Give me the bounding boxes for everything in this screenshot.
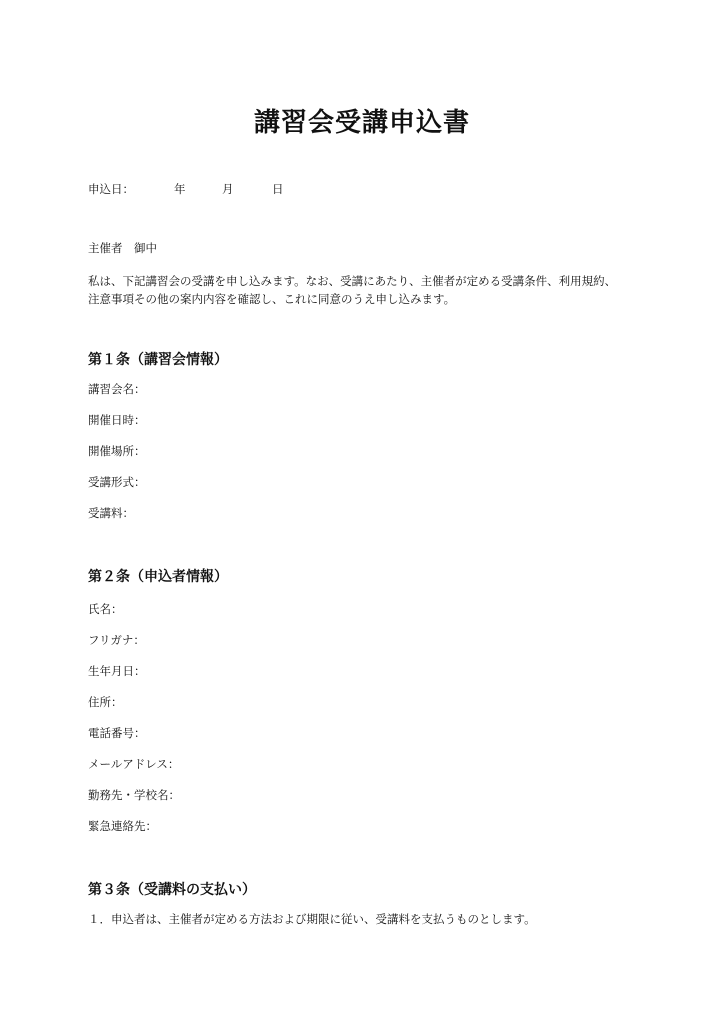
application-date-day: 日 xyxy=(272,182,284,196)
application-date-year: 年 xyxy=(174,182,186,196)
field-email: メールアドレス： xyxy=(88,757,180,771)
section-heading-3: 第３条（受講料の支払い） xyxy=(88,882,256,898)
field-format: 受講形式： xyxy=(88,475,146,489)
field-address: 住所： xyxy=(88,695,123,709)
field-fee: 受講料： xyxy=(88,506,134,520)
intro-line-2: 注意事項その他の案内内容を確認し、これに同意のうえ申し込みます。 xyxy=(88,292,456,306)
field-emergency-contact: 緊急連絡先： xyxy=(88,819,157,833)
field-course-name: 講習会名： xyxy=(88,382,146,396)
addressee: 主催者 御中 xyxy=(88,241,157,255)
field-event-datetime: 開催日時： xyxy=(88,413,146,427)
field-venue: 開催場所： xyxy=(88,444,146,458)
section-heading-1: 第１条（講習会情報） xyxy=(88,352,228,368)
payment-clause-1: １．申込者は、主催者が定める方法および期限に従い、受講料を支払うものとします。 xyxy=(88,912,536,926)
application-date-label: 申込日： xyxy=(88,182,134,196)
field-birthdate: 生年月日： xyxy=(88,664,146,678)
field-phone: 電話番号： xyxy=(88,726,146,740)
application-date-month: 月 xyxy=(222,182,234,196)
field-workplace-school: 勤務先・学校名： xyxy=(88,788,180,802)
field-furigana: フリガナ： xyxy=(88,633,145,647)
section-heading-2: 第２条（申込者情報） xyxy=(88,569,228,585)
document-title: 講習会受講申込書 xyxy=(253,108,470,138)
field-name: 氏名： xyxy=(88,602,123,616)
intro-line-1: 私は、下記講習会の受講を申し込みます。なお、受講にあたり、主催者が定める受講条件、利用規約、 xyxy=(88,274,617,288)
